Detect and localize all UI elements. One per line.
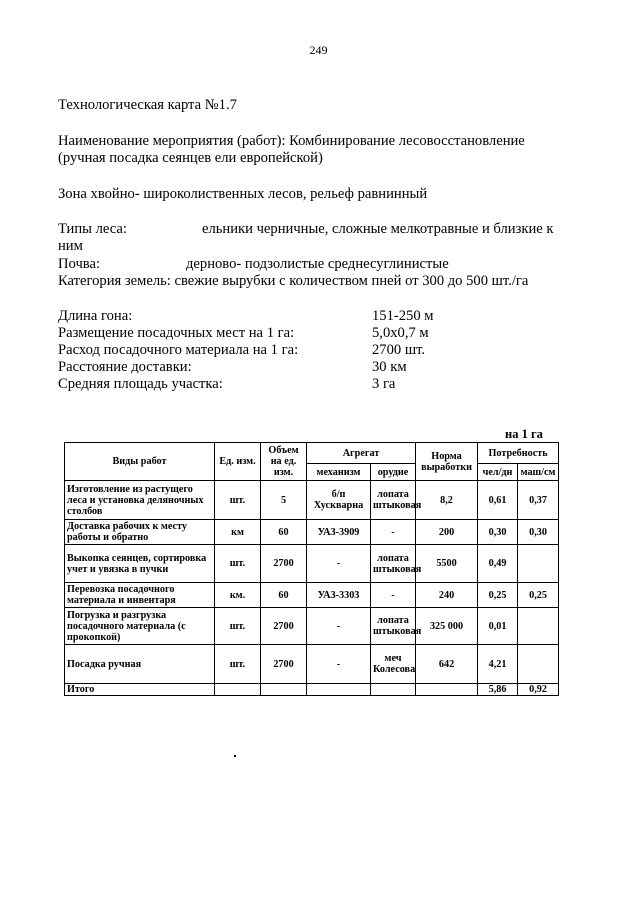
total-empty bbox=[416, 684, 478, 696]
row-man-days: 0,25 bbox=[478, 583, 518, 608]
row-mechanism: УАЗ-3303 bbox=[307, 583, 371, 608]
stray-dot bbox=[234, 755, 236, 757]
activity-line-1: Наименование мероприятия (работ): Комбинирование лесовосстановление bbox=[58, 133, 525, 149]
row-man-days: 0,30 bbox=[478, 520, 518, 545]
row-mechanism: УАЗ-3909 bbox=[307, 520, 371, 545]
zone-line: Зона хвойно- широколиственных лесов, рельеф равнинный bbox=[58, 186, 428, 202]
document-title: Технологическая карта №1.7 bbox=[58, 97, 237, 113]
row-tool: лопата штыковая bbox=[371, 545, 416, 583]
param-label: Размещение посадочных мест на 1 га: bbox=[58, 325, 295, 341]
header-tool: орудие bbox=[371, 464, 416, 481]
row-name: Погрузка и разгрузка посадочного материала (с прокопкой) bbox=[65, 608, 215, 645]
row-mechanism: б/п Хускварна bbox=[307, 481, 371, 520]
table-row bbox=[65, 645, 559, 684]
row-machine-shifts bbox=[518, 545, 559, 583]
land-category-line: Категория земель: свежие вырубки с количеством пней от 300 до 500 шт./га bbox=[58, 273, 529, 289]
param-value: 3 га bbox=[372, 376, 396, 392]
total-empty bbox=[371, 684, 416, 696]
row-volume: 60 bbox=[261, 583, 307, 608]
header-volume: Объем на ед. изм. bbox=[261, 443, 307, 481]
param-value: 151-250 м bbox=[372, 308, 434, 324]
row-tool: - bbox=[371, 583, 416, 608]
row-norm: 642 bbox=[416, 645, 478, 684]
total-empty bbox=[215, 684, 261, 696]
header-mechanism: механизм bbox=[307, 464, 371, 481]
header-need: Потребность bbox=[478, 443, 559, 464]
row-unit: км. bbox=[215, 583, 261, 608]
param-value: 5,0х0,7 м bbox=[372, 325, 429, 341]
row-name: Изготовление из растущего леса и установка деляночных столбов bbox=[65, 481, 215, 520]
header-machine-shifts: маш/см bbox=[518, 464, 559, 481]
total-label: Итого bbox=[65, 684, 215, 696]
forest-types-value: ельники черничные, сложные мелкотравные и близкие к bbox=[202, 221, 554, 237]
row-mechanism: - bbox=[307, 608, 371, 645]
param-label: Длина гона: bbox=[58, 308, 133, 324]
table-row bbox=[65, 545, 559, 583]
row-tool: лопата штыковая bbox=[371, 608, 416, 645]
soil-label: Почва: bbox=[58, 256, 101, 272]
param-label: Расход посадочного материала на 1 га: bbox=[58, 342, 299, 358]
works-table bbox=[64, 442, 559, 696]
row-volume: 2700 bbox=[261, 645, 307, 684]
row-name: Перевозка посадочного материала и инвентаря bbox=[65, 583, 215, 608]
row-name: Выкопка сеянцев, сортировка учет и увязка в пучки bbox=[65, 545, 215, 583]
row-tool: лопата штыковая bbox=[371, 481, 416, 520]
row-machine-shifts: 0,30 bbox=[518, 520, 559, 545]
header-works: Виды работ bbox=[65, 443, 215, 481]
row-norm: 200 bbox=[416, 520, 478, 545]
row-norm: 5500 bbox=[416, 545, 478, 583]
row-volume: 2700 bbox=[261, 608, 307, 645]
row-unit: шт. bbox=[215, 545, 261, 583]
row-unit: шт. bbox=[215, 481, 261, 520]
param-label: Средняя площадь участка: bbox=[58, 376, 223, 392]
unit-note: на 1 га bbox=[505, 427, 543, 441]
row-volume: 2700 bbox=[261, 545, 307, 583]
row-unit: шт. bbox=[215, 645, 261, 684]
row-mechanism: - bbox=[307, 545, 371, 583]
forest-types-value-cont: ним bbox=[58, 238, 83, 254]
total-empty bbox=[307, 684, 371, 696]
table-row bbox=[65, 583, 559, 608]
total-man-days: 5,86 bbox=[478, 684, 518, 696]
row-tool: меч Колесова bbox=[371, 645, 416, 684]
param-value: 2700 шт. bbox=[372, 342, 426, 358]
activity-line-2: (ручная посадка сеянцев ели европейской) bbox=[58, 150, 323, 166]
row-tool: - bbox=[371, 520, 416, 545]
row-norm: 8,2 bbox=[416, 481, 478, 520]
header-unit: Ед. изм. bbox=[215, 443, 261, 481]
header-norm: Норма выработки bbox=[416, 443, 478, 481]
forest-types-label: Типы леса: bbox=[58, 221, 127, 237]
row-man-days: 4,21 bbox=[478, 645, 518, 684]
row-unit: шт. bbox=[215, 608, 261, 645]
row-man-days: 0,49 bbox=[478, 545, 518, 583]
row-machine-shifts bbox=[518, 645, 559, 684]
row-unit: км bbox=[215, 520, 261, 545]
row-norm: 240 bbox=[416, 583, 478, 608]
row-mechanism: - bbox=[307, 645, 371, 684]
row-volume: 60 bbox=[261, 520, 307, 545]
table-row bbox=[65, 481, 559, 520]
param-value: 30 км bbox=[372, 359, 407, 375]
row-norm: 325 000 bbox=[416, 608, 478, 645]
page-number: 249 bbox=[309, 43, 328, 57]
row-man-days: 0,61 bbox=[478, 481, 518, 520]
table-row bbox=[65, 608, 559, 645]
row-name: Посадка ручная bbox=[65, 645, 215, 684]
row-name: Доставка рабочих к месту работы и обратно bbox=[65, 520, 215, 545]
row-machine-shifts: 0,25 bbox=[518, 583, 559, 608]
total-empty bbox=[261, 684, 307, 696]
param-label: Расстояние доставки: bbox=[58, 359, 192, 375]
table-row bbox=[65, 520, 559, 545]
header-aggregate: Агрегат bbox=[307, 443, 416, 464]
row-machine-shifts: 0,37 bbox=[518, 481, 559, 520]
total-machine-shifts: 0,92 bbox=[518, 684, 559, 696]
row-machine-shifts bbox=[518, 608, 559, 645]
total-row bbox=[65, 684, 559, 696]
row-volume: 5 bbox=[261, 481, 307, 520]
header-man-days: чел/дн bbox=[478, 464, 518, 481]
row-man-days: 0,01 bbox=[478, 608, 518, 645]
soil-value: дерново- подзолистые среднесуглинистые bbox=[186, 256, 449, 272]
